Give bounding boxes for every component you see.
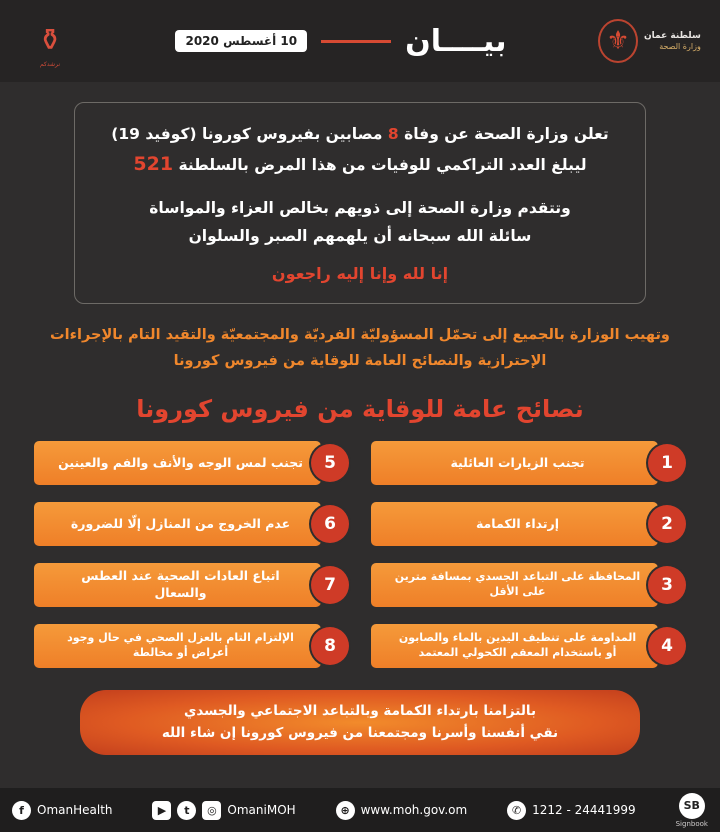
statement-line-1 <box>97 121 623 148</box>
facebook-icon[interactable]: f <box>12 801 31 820</box>
statement-gap <box>97 181 623 195</box>
signbook-logo <box>676 793 708 828</box>
tip-item <box>34 500 349 548</box>
ministry-note-line-2: الإحترازية والنصائح العامة للوقاية من فيروس كورونا <box>173 353 547 370</box>
instagram-icon[interactable]: ◎ <box>202 801 221 820</box>
ministry-logo <box>596 10 706 72</box>
tip-text: الإلتزام التام بالعزل الصحي في حال وجود أعراض أو مخالطة <box>34 624 321 668</box>
cta-line-2: نقي أنفسنا وأسرنا ومجتمعنا من فيروس كورونا إن شاء الله <box>161 724 559 741</box>
signbook-badge: SB <box>679 793 705 819</box>
footer <box>0 788 720 832</box>
tip-item <box>34 439 349 487</box>
page-title: بيــــان <box>405 23 507 59</box>
statement-box <box>74 102 646 304</box>
tips-grid <box>34 439 686 670</box>
tip-text: اتباع العادات الصحية عند العطس والسعال <box>34 563 321 607</box>
tip-number-badge: 3 <box>648 566 686 604</box>
statement-line-3: وتتقدم وزارة الصحة إلى ذويهم بخالص العزاء والمواساة <box>149 199 571 218</box>
ministry-logo-text <box>644 31 701 51</box>
ministry-logo-line1: سلطنة عمان <box>644 31 701 42</box>
tip-text: تجنب الزيارات العائلية <box>371 441 658 485</box>
cta-line-1: بالتزامنا بارتداء الكمامة وبالتباعد الاجتماعي والجسدي <box>183 703 537 720</box>
campaign-seal-icon <box>21 12 79 70</box>
tip-number-badge: 1 <box>648 444 686 482</box>
tip-text: المداومة على تنظيف اليدين بالماء والصابون أو باستخدام المعقم الكحولي المعتمد <box>371 624 658 668</box>
ministry-note <box>44 322 676 376</box>
tip-number-badge: 4 <box>648 627 686 665</box>
statement-line-4: سائلة الله سبحانه أن يلهمهم الصبر والسلوان <box>188 226 532 245</box>
khanjar-icon: ⚜ <box>606 26 630 56</box>
tip-number-badge: 7 <box>311 566 349 604</box>
statement-line-2-part-a: ليبلغ العدد التراكمي للوفيات من هذا المرض بالسلطنة <box>173 156 587 175</box>
campaign-logo <box>14 10 86 72</box>
footer-website[interactable] <box>336 801 468 820</box>
tip-text: تجنب لمس الوجه والأنف والفم والعينين <box>34 441 321 485</box>
tip-number-badge: 2 <box>648 505 686 543</box>
statement-line-1-part-b: مصابين بفيروس كورونا (كوفيد 19) <box>111 125 388 143</box>
youtube-icon[interactable]: ▶ <box>152 801 171 820</box>
header <box>0 0 720 82</box>
tip-item <box>34 561 349 609</box>
tip-item <box>371 439 686 487</box>
tip-item <box>371 500 686 548</box>
phone-icon[interactable]: ✆ <box>507 801 526 820</box>
header-title-group <box>86 24 596 59</box>
signbook-label: Signbook <box>675 819 708 828</box>
title-rule <box>321 40 391 43</box>
ministry-logo-line2: وزارة الصحة <box>659 41 701 51</box>
footer-phone[interactable] <box>507 801 636 820</box>
lamp-icon: ⚱ <box>37 23 63 58</box>
tips-heading: نصائح عامة للوقاية من فيروس كورونا <box>136 395 584 424</box>
social-handle: OmaniMOH <box>227 803 296 817</box>
tip-text: إرتداء الكمامة <box>371 502 658 546</box>
oman-emblem-icon <box>596 17 640 65</box>
tip-number-badge: 6 <box>311 505 349 543</box>
tip-item <box>34 622 349 670</box>
tip-number-badge: 5 <box>311 444 349 482</box>
footer-facebook[interactable] <box>12 801 113 820</box>
tip-item <box>371 622 686 670</box>
tip-item <box>371 561 686 609</box>
statement-date: 10 أغسطس 2020 <box>175 30 307 52</box>
cumulative-deaths-count: 521 <box>133 153 174 176</box>
emblem-ring <box>598 19 638 63</box>
globe-icon[interactable]: ⊕ <box>336 801 355 820</box>
call-to-action-banner <box>80 690 640 755</box>
campaign-logo-label: نرشدكم <box>39 61 60 68</box>
statement-line-2 <box>97 148 623 181</box>
twitter-icon[interactable]: t <box>177 801 196 820</box>
footer-social[interactable] <box>152 801 295 820</box>
website-url: www.moh.gov.om <box>360 803 468 817</box>
tip-text: عدم الخروج من المنازل إلّا للضرورة <box>34 502 321 546</box>
tip-text: المحافظة على التباعد الجسدي بمسافة مترين على الأقل <box>371 563 658 607</box>
phone-number: 1212 - 24441999 <box>532 803 636 817</box>
tip-number-badge: 8 <box>311 627 349 665</box>
ministry-note-line-1: وتهيب الوزارة بالجميع إلى تحمّل المسؤوليّة الفرديّة والمجتمعيّة والتقيد التام بالإجراءات <box>50 326 670 343</box>
facebook-handle: OmanHealth <box>37 803 113 817</box>
deaths-count: 8 <box>387 125 399 143</box>
statement-line-1-part-a: تعلن وزارة الصحة عن وفاة <box>398 125 609 143</box>
statement-line-5: إنا لله وإنا إليه راجعون <box>271 263 449 283</box>
